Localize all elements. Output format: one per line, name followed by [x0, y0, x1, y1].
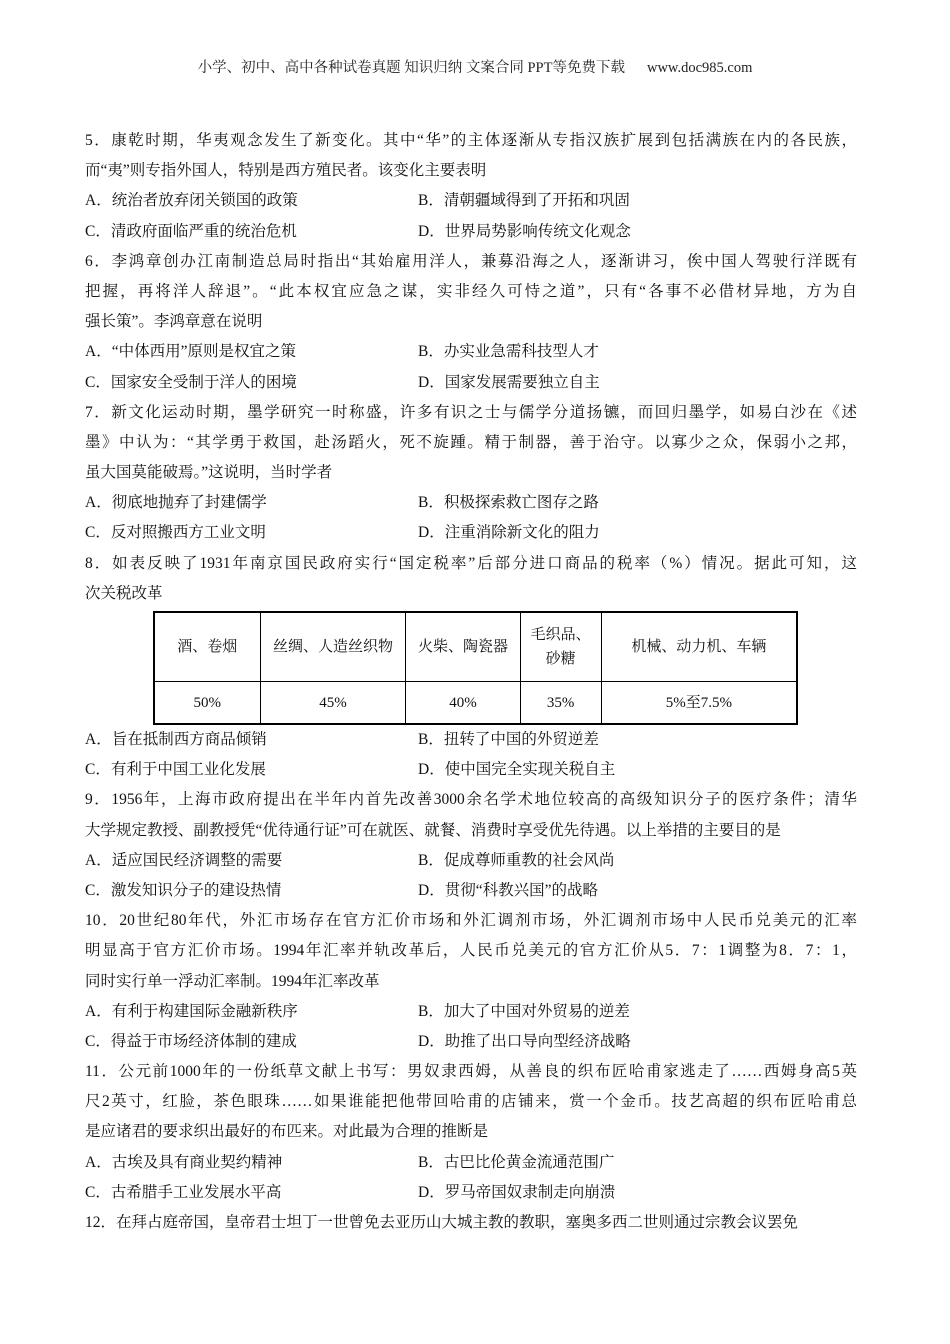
question-stem-line: 虽大国莫能破焉。”这说明，当时学者 — [85, 464, 333, 482]
question-stem-line: 12．在拜占庭帝国，皇帝君士坦丁一世曾免去亚历山大城主教的教职，塞奥多西二世则通过宗教会议罢免 — [85, 1214, 799, 1231]
option-B[interactable]: B．促成尊师重教的社会风尚 — [418, 851, 615, 869]
option-D[interactable]: D．注重消除新文化的阻力 — [418, 524, 600, 542]
question-block — [85, 1057, 857, 1208]
question-block — [85, 906, 857, 1057]
question-stem-line: 5．康乾时期，华夷观念发生了新变化。其中“华”的主体逐渐从专指汉族扩展到包括满族在内的各民族， — [85, 132, 857, 149]
question-stem-line: 强长策”。李鸿章意在说明 — [85, 313, 263, 331]
option-D[interactable]: D．使中国完全实现关税自主 — [418, 761, 616, 779]
option-C[interactable]: C．激发知识分子的建设热情 — [85, 881, 282, 899]
table-cell: 35% — [520, 682, 601, 725]
question-stem-line: 9．1956年，上海市政府提出在半年内首先改善3000余名学术地位较高的高级知识分子的医疗条件；清华 — [85, 791, 857, 809]
tariff-table — [153, 611, 798, 725]
options-row — [85, 518, 857, 548]
question-stem-line: 次关税改革 — [85, 584, 163, 602]
option-A[interactable]: A．有利于构建国际金融新秩序 — [85, 1002, 298, 1020]
option-A[interactable]: A．彻底地抛弃了封建儒学 — [85, 494, 267, 512]
options-row — [85, 876, 857, 906]
question-stem-line: 尺2英寸，红脸，茶色眼珠……如果谁能把他带回哈甫的店铺来，赏一个金币。技艺高超的织布匠哈甫总 — [85, 1093, 857, 1111]
exam-content — [85, 126, 857, 1238]
options-row — [85, 217, 857, 247]
question-stem-line: 是应诸君的要求织出最好的布匹来。对此最为合理的推断是 — [85, 1123, 489, 1141]
option-A[interactable]: A．古埃及具有商业契约精神 — [85, 1153, 283, 1171]
table-cell: 45% — [260, 682, 406, 725]
option-C[interactable]: C．有利于中国工业化发展 — [85, 761, 266, 779]
options-row — [85, 755, 857, 785]
question-block — [85, 549, 857, 786]
option-A[interactable]: A．旨在抵制西方商品倾销 — [85, 731, 267, 748]
options-row — [85, 488, 857, 518]
table-row — [154, 682, 797, 725]
question-stem-line: 墨》中认为：“其学勇于救国，赴汤蹈火，死不旋踵。精于制器，善于治守。以寡少之众，保弱小之邦， — [85, 433, 857, 451]
table-header-cell: 火柴、陶瓷器 — [406, 612, 520, 682]
table-header-cell: 毛织品、砂糖 — [520, 612, 601, 682]
option-B[interactable]: B．加大了中国对外贸易的逆差 — [418, 1002, 630, 1020]
table-header-cell: 酒、卷烟 — [154, 612, 260, 682]
option-D[interactable]: D．助推了出口导向型经济战略 — [418, 1032, 631, 1050]
page-header — [0, 56, 950, 77]
option-B[interactable]: B．办实业急需科技型人才 — [418, 343, 599, 361]
table-cell: 5%至7.5% — [601, 682, 797, 725]
option-A[interactable]: A．统治者放弃闭关锁国的政策 — [85, 192, 298, 210]
option-C[interactable]: C．反对照搬西方工业文明 — [85, 524, 266, 542]
question-block — [85, 1208, 857, 1238]
table-cell: 40% — [406, 682, 520, 725]
options-row — [85, 368, 857, 398]
options-row — [85, 337, 857, 367]
options-row — [85, 846, 857, 876]
question-stem-line: 而“夷”则专指外国人，特别是西方殖民者。该变化主要表明 — [85, 162, 487, 180]
question-stem-line: 10．20世纪80年代，外汇市场存在官方汇价市场和外汇调剂市场，外汇调剂市场中人民币兑美元的汇率 — [85, 912, 857, 930]
option-A[interactable]: A．适应国民经济调整的需要 — [85, 851, 283, 869]
table-header-cell: 机械、动力机、车辆 — [601, 612, 797, 682]
option-D[interactable]: D．世界局势影响传统文化观念 — [418, 222, 631, 240]
options-row — [85, 186, 857, 216]
question-stem-line: 8．如表反映了1931年南京国民政府实行“国定税率”后部分进口商品的税率（%）情况。据此可知，这 — [85, 554, 857, 572]
options-row — [85, 1148, 857, 1178]
question-stem-line: 同时实行单一浮动汇率制。1994年汇率改革 — [85, 972, 380, 990]
option-D[interactable]: D．贯彻“科教兴国”的战略 — [418, 881, 598, 899]
option-C[interactable]: C．国家安全受制于洋人的困境 — [85, 373, 297, 391]
option-A[interactable]: A．“中体西用”原则是权宜之策 — [85, 343, 296, 361]
question-block — [85, 785, 857, 906]
option-B[interactable]: B．古巴比伦黄金流通范围广 — [418, 1153, 615, 1171]
options-row — [85, 1178, 857, 1208]
question-stem-line: 大学规定教授、副教授凭“优待通行证”可在就医、就餐、消费时享受优先待遇。以上举措的主要目的是 — [85, 821, 781, 839]
question-block — [85, 398, 857, 549]
option-B[interactable]: B．清朝疆域得到了开拓和巩固 — [418, 192, 630, 210]
option-C[interactable]: C．清政府面临严重的统治危机 — [85, 222, 297, 240]
option-B[interactable]: B．扭转了中国的外贸逆差 — [418, 731, 599, 748]
question-stem-line: 明显高于官方汇价市场。1994年汇率并轨改革后，人民币兑美元的官方汇价从5．7：1调整为8．7：1， — [85, 942, 857, 960]
question-stem-line: 6．李鸿章创办江南制造总局时指出“其始雇用洋人，兼募沿海之人，逐渐讲习，俟中国人驾驶行洋既有 — [85, 252, 857, 270]
options-row — [85, 1027, 857, 1057]
table-header-cell: 丝绸、人造丝织物 — [260, 612, 406, 682]
option-D[interactable]: D．国家发展需要独立自主 — [418, 373, 600, 391]
header-url: www.doc985.com — [646, 60, 753, 76]
table-cell: 50% — [154, 682, 260, 725]
option-C[interactable]: C．古希腊手工业发展水平高 — [85, 1183, 282, 1201]
question-stem-line: 11．公元前1000年的一份纸草文献上书写：男奴隶西姆，从善良的织布匠哈甫家逃走了……西姆身高5英 — [85, 1063, 857, 1081]
question-stem-line: 把握，再将洋人辞退”。“此本权宜应急之谋，实非经久可恃之道”，只有“各事不必借材异地，方为自 — [85, 282, 857, 300]
header-text: 小学、初中、高中各种试卷真题 知识归纳 文案合同 PPT等免费下载 — [197, 60, 625, 76]
table-header-row — [154, 612, 797, 682]
option-B[interactable]: B．积极探索救亡图存之路 — [418, 494, 599, 512]
question-block — [85, 126, 857, 247]
options-row — [85, 725, 857, 755]
question-stem-line: 7．新文化运动时期，墨学研究一时称盛，许多有识之士与儒学分道扬镳，而回归墨学，如易白沙在《述 — [85, 403, 857, 421]
question-block — [85, 247, 857, 398]
option-C[interactable]: C．得益于市场经济体制的建成 — [85, 1032, 297, 1050]
options-row — [85, 997, 857, 1027]
option-D[interactable]: D．罗马帝国奴隶制走向崩溃 — [418, 1183, 616, 1201]
